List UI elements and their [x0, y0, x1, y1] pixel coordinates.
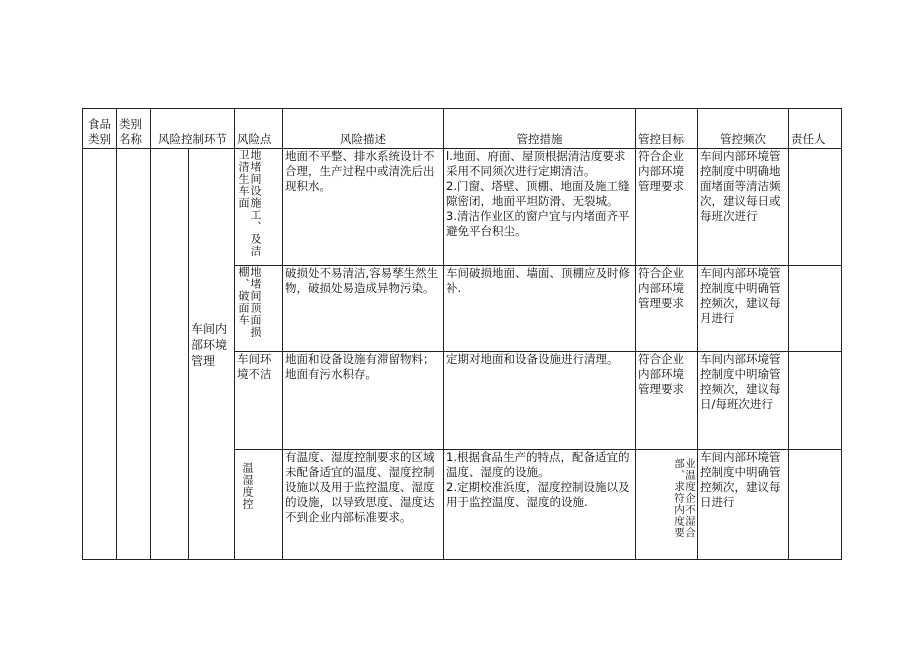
risk-point-cell: 地堵间设施工、及洁卫清生车面: [235, 149, 283, 266]
control-frequency-cell: 车间内部环境管控制度中明确管控频次，建议每日进行: [698, 450, 789, 560]
control-frequency-cell: 车间内部环境管控制度中明确管控频次，建议每月进行: [698, 266, 789, 352]
control-frequency-cell: 车间内部环境管控制度中明确地面堵面等清洁频次，建议每日或每班次进行: [698, 149, 789, 266]
risk-point-cell: 车间环境不洁: [235, 352, 283, 450]
control-stage-cell: [151, 149, 235, 560]
control-frequency-cell: 车间内部环境管控制度中明瑜管控频次，建议每日/每班次进行: [698, 352, 789, 450]
risk-point-cell: 温湿度控: [235, 450, 283, 560]
responsible-person-cell: [789, 352, 842, 450]
header-control-stage: 风险控制环节: [151, 109, 235, 149]
header-control-frequency: 管控频次: [698, 109, 789, 149]
responsible-person-cell: [789, 266, 842, 352]
control-target-cell: 符合企业内部环境管理要求: [636, 266, 698, 352]
risk-description-cell: 地面和设备设施有滞留物料；地面有污水积存。: [283, 352, 444, 450]
control-measures-cell: l.地面、府面、屋顶根据清洁度要求采用不同须次进行定期清洁。 2.门窗、塔壁、顶棚、地面及施工缝隙密闭，地面平坦防滑、无裂城。 3.清洁作业区的窗户宜与内堵面齐平避免平台积尘。: [444, 149, 636, 266]
header-responsible-person: 责任人: [789, 109, 842, 149]
risk-control-table: [82, 108, 842, 560]
control-target-cell: 符合企业内部环境管理要求: [636, 149, 698, 266]
header-risk-point: 风险点: [235, 109, 283, 149]
stage-label: 车间内部环境管理: [191, 322, 228, 368]
header-control-target: 管控目标: [636, 109, 698, 149]
responsible-person-cell: [789, 149, 842, 266]
control-measures-cell: 1.根据食品生产的特点，配备适宜的温度、湿度的设施。 2.定期校准浜度，湿度控制设施以及用于监控温度、湿度的设施.: [444, 450, 636, 560]
control-target-cell: 业温度企不湿合部、求符内度要: [636, 450, 698, 560]
control-measures-cell: 定期对地面和设备设施进行清理。: [444, 352, 636, 450]
risk-description-cell: 有温度、湿度控制要求的区域未配备适宜的温度、湿度控制设施以及用于监控温度、湿度的设施，以导致思度、湿度达不到企业内部标准要求。: [283, 450, 444, 560]
category-name-cell: [117, 149, 151, 560]
control-target-cell: 符合企业内部环境管理要求: [636, 352, 698, 450]
food-category-cell: [83, 149, 117, 560]
risk-description-cell: 地面不平整、排水系统设计不合理，生产过程中或清洗后出现积水。: [283, 149, 444, 266]
risk-description-cell: 破损处不易清洁,容易孳生然生物，破损处易造成异物污染。: [283, 266, 444, 352]
control-measures-cell: 车间破损地面、墙面、顶棚应及时修补.: [444, 266, 636, 352]
header-food-category: 食品类别: [83, 109, 117, 149]
header-control-measures: 管控措施: [444, 109, 636, 149]
header-category-name: 类别名称: [117, 109, 151, 149]
risk-point-cell: 地堵间顶面损棚、破面车: [235, 266, 283, 352]
header-risk-description: 风险描述: [283, 109, 444, 149]
table-row: [83, 149, 842, 266]
responsible-person-cell: [789, 450, 842, 560]
